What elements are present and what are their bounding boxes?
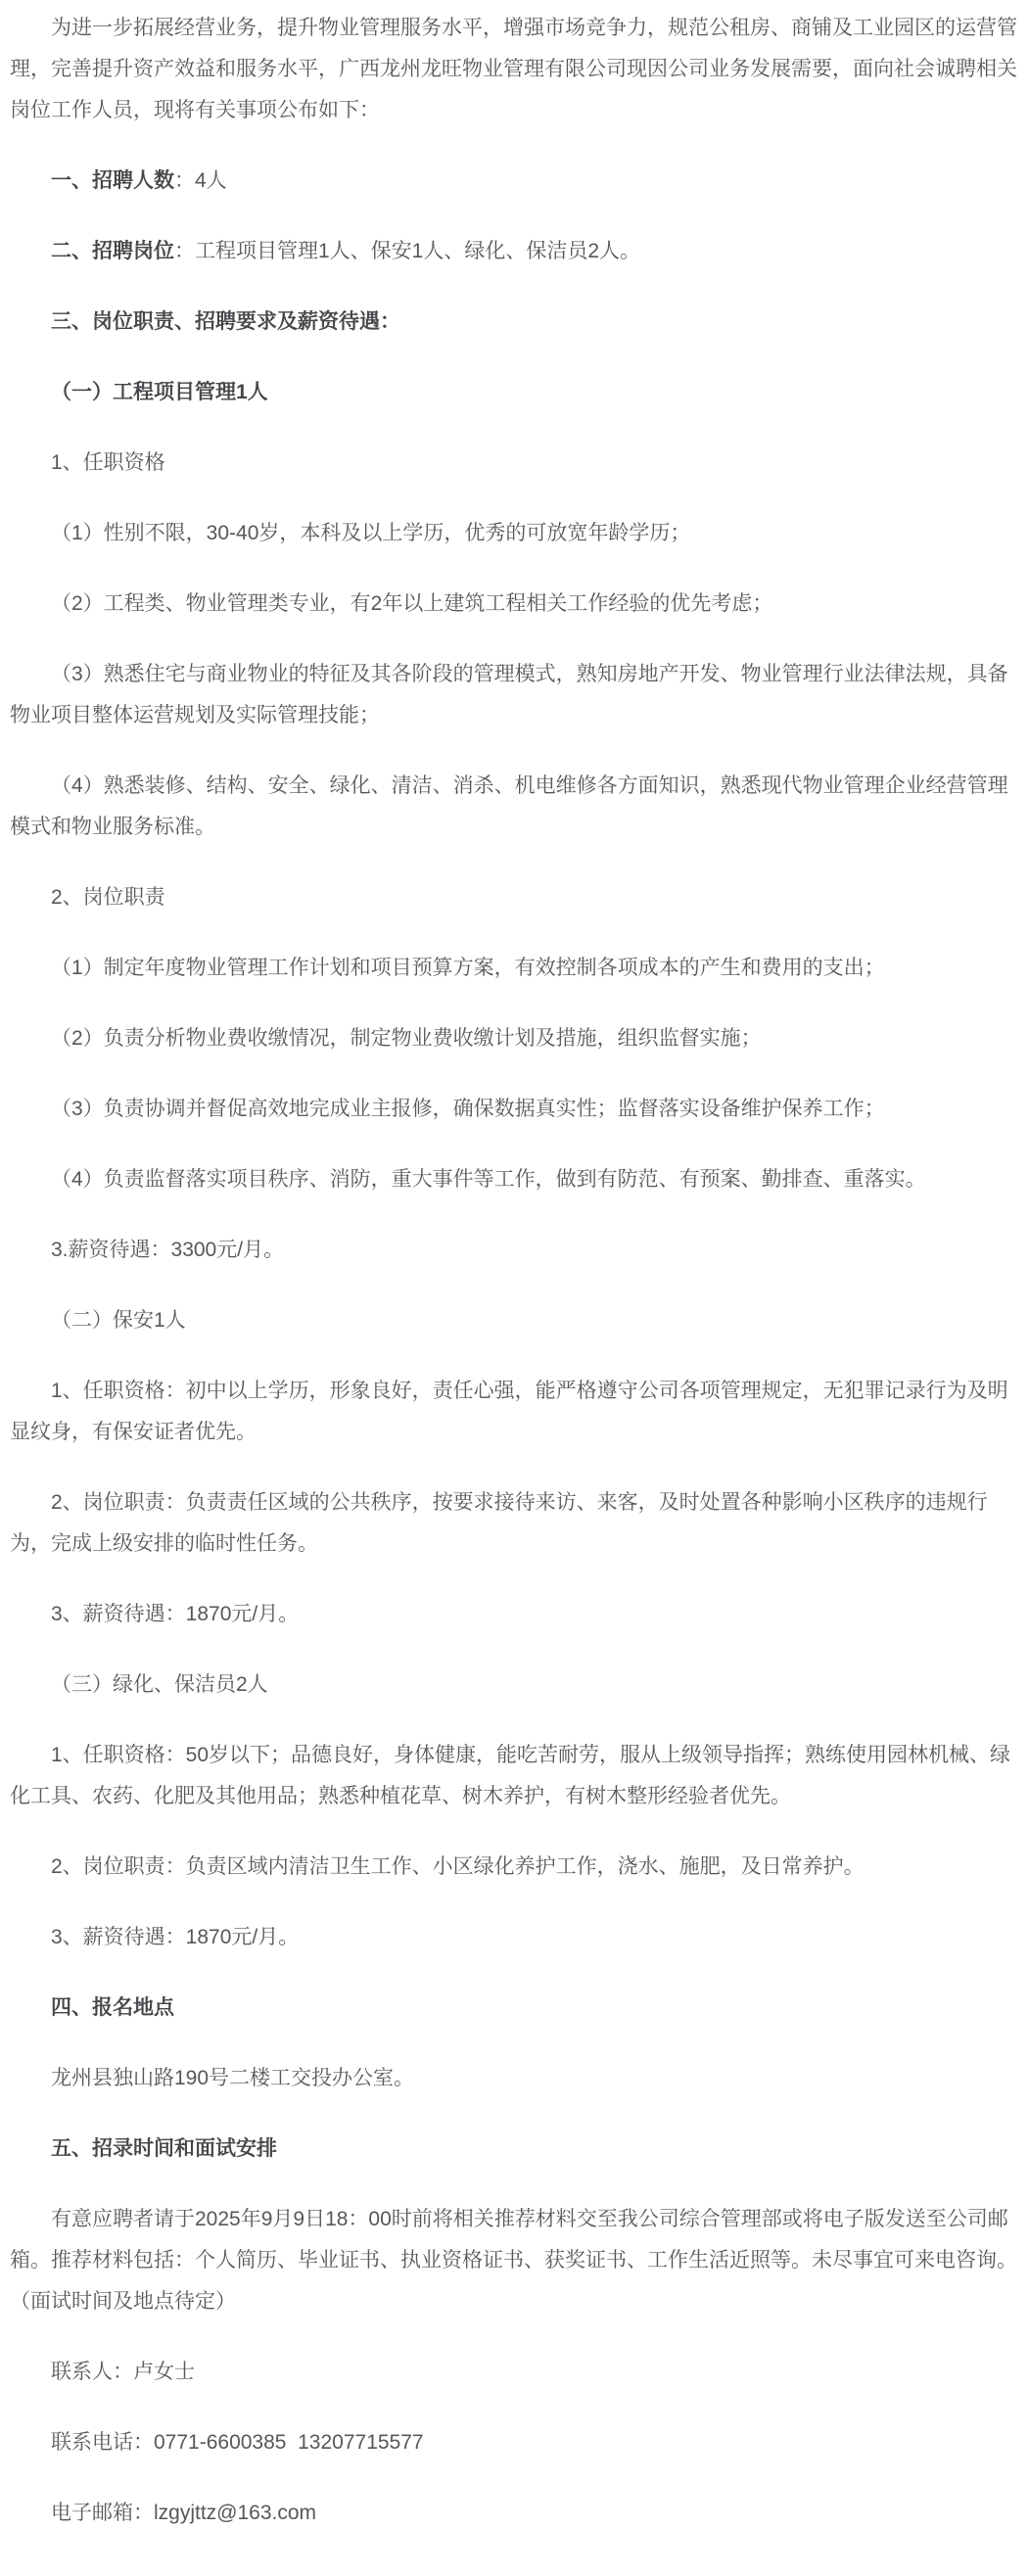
section1-qualification-title (10, 443, 1019, 484)
section1-title-label: （一）工程项目管理1人 (51, 381, 268, 403)
section2-qualification (10, 1371, 1019, 1453)
section1-duty-item-3 (10, 1089, 1019, 1130)
section2-duty (10, 1482, 1019, 1565)
heading-schedule (10, 2129, 1019, 2170)
section1-duty-item-4-text: （4）负责监督落实项目秩序、消防，重大事件等工作，做到有防范、有预案、勤排查、重落实。 (51, 1168, 926, 1191)
section1-qualification-item-3-text: （3）熟悉住宅与商业物业的特征及其各阶段的管理模式，熟知房地产开发、物业管理行业法律法规，具备物业项目整体运营规划及实际管理技能； (10, 663, 1008, 726)
section2-qualification-text: 1、任职资格：初中以上学历，形象良好，责任心强，能严格遵守公司各项管理规定，无犯罪记录行为及明显纹身，有保安证者优先。 (10, 1380, 1008, 1443)
section3-salary-text: 3、薪资待遇：1870元/月。 (51, 1926, 300, 1948)
heading-duties-requirements-salary (10, 302, 1019, 343)
section2-duty-text: 2、岗位职责：负责责任区域的公共秩序，按要求接待来访、来客，及时处置各种影响小区秩序的违规行为，完成上级安排的临时性任务。 (10, 1491, 988, 1555)
heading-recruit-count-label: 一、招聘人数 (51, 169, 174, 192)
heading-schedule-label: 五、招录时间和面试安排 (51, 2137, 277, 2160)
section1-duty-item-3-text: （3）负责协调并督促高效地完成业主报修，确保数据真实性；监督落实设备维护保养工作； (51, 1098, 885, 1120)
heading-signup-location-label: 四、报名地点 (51, 1996, 174, 2019)
section3-title-text: （三）绿化、保洁员2人 (51, 1673, 268, 1696)
section1-salary-text: 3.薪资待遇：3300元/月。 (51, 1239, 285, 1261)
section1-qualification-item-1-text: （1）性别不限，30-40岁，本科及以上学历，优秀的可放宽年龄学历； (51, 522, 691, 544)
contact-email (10, 2493, 1019, 2534)
contact-phone (10, 2422, 1019, 2463)
contact-phone-text: 联系电话：0771-6600385 13207715577 (51, 2431, 424, 2454)
section3-duty (10, 1847, 1019, 1888)
section1-duty-item-1-text: （1）制定年度物业管理工作计划和项目预算方案，有效控制各项成本的产生和费用的支出； (51, 957, 885, 979)
section3-duty-text: 2、岗位职责：负责区域内清洁卫生工作、小区绿化养护工作，浇水、施肥，及日常养护。 (51, 1855, 865, 1878)
section1-qualification-item-3 (10, 654, 1019, 736)
section1-duty-item-1 (10, 948, 1019, 989)
intro-text: 为进一步拓展经营业务，提升物业管理服务水平，增强市场竞争力，规范公租房、商铺及工业园区的运营管理，完善提升资产效益和服务水平，广西龙州龙旺物业管理有限公司现因公司业务发展需要，面向社会诚聘相关岗位工作人员，现将有关事项公布如下： (10, 17, 1017, 121)
section1-duty-item-2-text: （2）负责分析物业费收缴情况，制定物业费收缴计划及措施，组织监督实施； (51, 1027, 762, 1050)
signup-location (10, 2058, 1019, 2099)
section1-duty-title (10, 877, 1019, 918)
signup-location-text: 龙州县独山路190号二楼工交投办公室。 (51, 2067, 415, 2089)
heading-duties-requirements-salary-label: 三、岗位职责、招聘要求及薪资待遇： (51, 310, 400, 333)
section1-qualification-item-1 (10, 513, 1019, 554)
section1-qualification-item-4-text: （4）熟悉装修、结构、安全、绿化、清洁、消杀、机电维修各方面知识，熟悉现代物业管理企业经营管理模式和物业服务标准。 (10, 774, 1008, 838)
section1-qualification-item-2 (10, 584, 1019, 625)
contact-email-text: 电子邮箱：lzgyjttz@163.com (51, 2502, 317, 2524)
section3-title (10, 1664, 1019, 1706)
section1-duty-title-text: 2、岗位职责 (51, 886, 165, 909)
heading-recruit-positions (10, 231, 1019, 272)
schedule-details (10, 2199, 1019, 2322)
section2-title (10, 1300, 1019, 1341)
heading-recruit-positions-label: 二、招聘岗位 (51, 240, 174, 262)
section1-qualification-item-2-text: （2）工程类、物业管理类专业，有2年以上建筑工程相关工作经验的优先考虑； (51, 592, 773, 615)
section2-salary-text: 3、薪资待遇：1870元/月。 (51, 1603, 300, 1625)
section2-title-text: （二）保安1人 (51, 1309, 186, 1332)
section1-qualification-title-text: 1、任职资格 (51, 451, 165, 474)
section2-salary (10, 1594, 1019, 1635)
section1-title (10, 372, 1019, 413)
recruit-count-value: ：4人 (174, 169, 227, 192)
recruit-positions-value: ：工程项目管理1人、保安1人、绿化、保洁员2人。 (174, 240, 641, 262)
intro-paragraph (10, 8, 1019, 131)
heading-signup-location (10, 1988, 1019, 2029)
contact-person (10, 2352, 1019, 2393)
heading-recruit-count (10, 161, 1019, 202)
section3-salary (10, 1917, 1019, 1958)
contact-person-text: 联系人：卢女士 (51, 2361, 195, 2383)
section1-duty-item-4 (10, 1159, 1019, 1200)
section3-qualification-text: 1、任职资格：50岁以下；品德良好，身体健康，能吃苦耐劳，服从上级领导指挥；熟练使用园林机械、绿化工具、农药、化肥及其他用品；熟悉种植花草、树木养护，有树木整形经验者优先。 (10, 1744, 1011, 1807)
section1-qualification-item-4 (10, 766, 1019, 848)
section1-salary (10, 1230, 1019, 1271)
section3-qualification (10, 1735, 1019, 1817)
section1-duty-item-2 (10, 1018, 1019, 1059)
schedule-details-text: 有意应聘者请于2025年9月9日18：00时前将相关推荐材料交至我公司综合管理部或将电子版发送至公司邮箱。推荐材料包括：个人简历、毕业证书、执业资格证书、获奖证书、工作生活近照等。未尽事宜可来电咨询。（面试时间及地点待定） (10, 2208, 1017, 2313)
